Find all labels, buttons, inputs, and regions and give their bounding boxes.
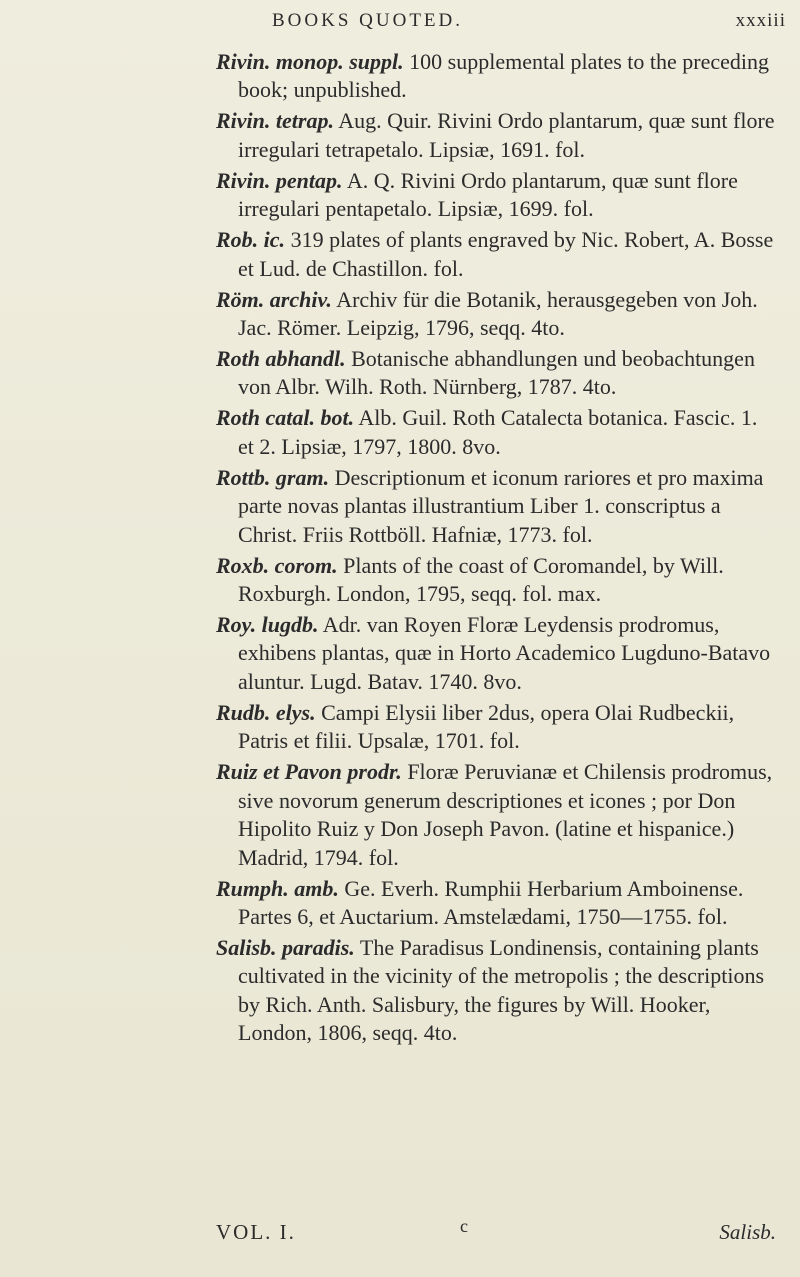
bibliography-entry — [216, 345, 776, 402]
bibliography-entry — [216, 875, 776, 932]
entry-abbreviation: Roxb. corom. — [216, 552, 338, 578]
bibliography-entry — [216, 226, 776, 283]
running-head — [0, 6, 800, 42]
entry-text: A. Q. Rivini Ordo plantarum, quæ sunt flore irregulari pentapetalo. Lipsiæ, 1699. fol. — [238, 167, 738, 222]
bibliography-entry — [216, 464, 776, 549]
signature-mark: c — [460, 1216, 468, 1236]
catchword: Salisb. — [719, 1220, 776, 1244]
entry-abbreviation: Roth catal. bot. — [216, 405, 355, 431]
entry-abbreviation: Röm. archiv. — [216, 286, 332, 312]
entry-text: Plants of the coast of Coromandel, by Will. Roxburgh. London, 1795, seqq. fol. max. — [238, 552, 724, 607]
page-footer — [216, 1216, 776, 1260]
entry-abbreviation: Ruiz et Pavon prodr. — [216, 759, 402, 785]
entry-text: The Paradisus Londinensis, containing plants cultivated in the vicinity of the metropolis ; the descriptions by Rich. Anth. Salisbury, the figures by Will. Hooker, London, 1806, seqq. 4to. — [238, 934, 765, 1046]
bibliography-entry — [216, 552, 776, 609]
entry-text: Floræ Peruvianæ et Chilensis prodromus, sive novorum generum descriptiones et icones ; por Don Hipolito Ruiz y Don Joseph Pavon. (latine et hispanice.) Madrid, 1794. fol. — [238, 759, 773, 870]
entry-abbreviation: Rivin. pentap. — [216, 167, 343, 193]
entry-text: Alb. Guil. Roth Catalecta botanica. Fascic. 1. et 2. Lipsiæ, 1797, 1800. 8vo. — [238, 405, 758, 459]
entry-text: 100 supplemental plates to the preceding book; unpublished. — [238, 49, 769, 103]
entry-abbreviation: Rumph. amb. — [216, 875, 339, 901]
bibliography-entry — [216, 758, 776, 872]
entry-abbreviation: Rivin. tetrap. — [216, 108, 334, 134]
entry-text: Adr. van Royen Floræ Leydensis prodromus, exhibens plantas, quæ in Horto Academico Lugduno-Batavo aluntur. Lugd. Batav. 1740. 8vo. — [238, 612, 771, 694]
entry-text: Aug. Quir. Rivini Ordo plantarum, quæ sunt flore irregulari tetrapetalo. Lipsiæ, 1691. fol. — [238, 108, 775, 162]
page-number: xxxiii — [735, 10, 786, 31]
bibliography-entry — [216, 286, 776, 343]
bibliography-entry — [216, 699, 776, 756]
volume-label: VOL. I. — [216, 1220, 296, 1244]
entry-abbreviation: Roy. lugdb. — [216, 612, 319, 638]
bibliography-entry — [216, 934, 776, 1048]
bibliography-entry — [216, 611, 776, 696]
entry-text: Archiv für die Botanik, herausgegeben von Joh. Jac. Römer. Leipzig, 1796, seqq. 4to. — [238, 286, 758, 341]
bibliography-entry — [216, 404, 776, 461]
entry-abbreviation: Rivin. monop. suppl. — [216, 49, 404, 74]
entry-text: Campi Elysii liber 2dus, opera Olai Rudbeckii, Patris et filii. Upsalæ, 1701. fol. — [238, 699, 735, 754]
entry-abbreviation: Roth abhandl. — [216, 346, 346, 372]
entry-abbreviation: Rob. ic. — [216, 227, 286, 253]
entry-text: Ge. Everh. Rumphii Herbarium Amboinense. Partes 6, et Auctarium. Amstelædami, 1750—1755. fol. — [238, 875, 744, 929]
bibliography-entry — [216, 167, 776, 224]
entry-text: Descriptionum et iconum rariores et pro maxima parte novas plantas illustrantium Liber 1. conscriptus a Christ. Friis Rottböll. Hafniæ, 1773. fol. — [238, 464, 764, 547]
bibliography-list — [216, 48, 776, 1050]
running-head-title: BOOKS QUOTED. — [272, 10, 463, 31]
bibliography-entry — [216, 107, 776, 164]
entry-text: Botanische abhandlungen und beobachtungen von Albr. Wilh. Roth. Nürnberg, 1787. 4to. — [238, 346, 755, 400]
entry-abbreviation: Rudb. elys. — [216, 699, 316, 725]
entry-text: 319 plates of plants engraved by Nic. Robert, A. Bosse et Lud. de Chastillon. fol. — [238, 227, 774, 281]
entry-abbreviation: Rottb. gram. — [216, 464, 330, 490]
bibliography-entry — [216, 48, 776, 105]
entry-abbreviation: Salisb. paradis. — [216, 934, 355, 960]
